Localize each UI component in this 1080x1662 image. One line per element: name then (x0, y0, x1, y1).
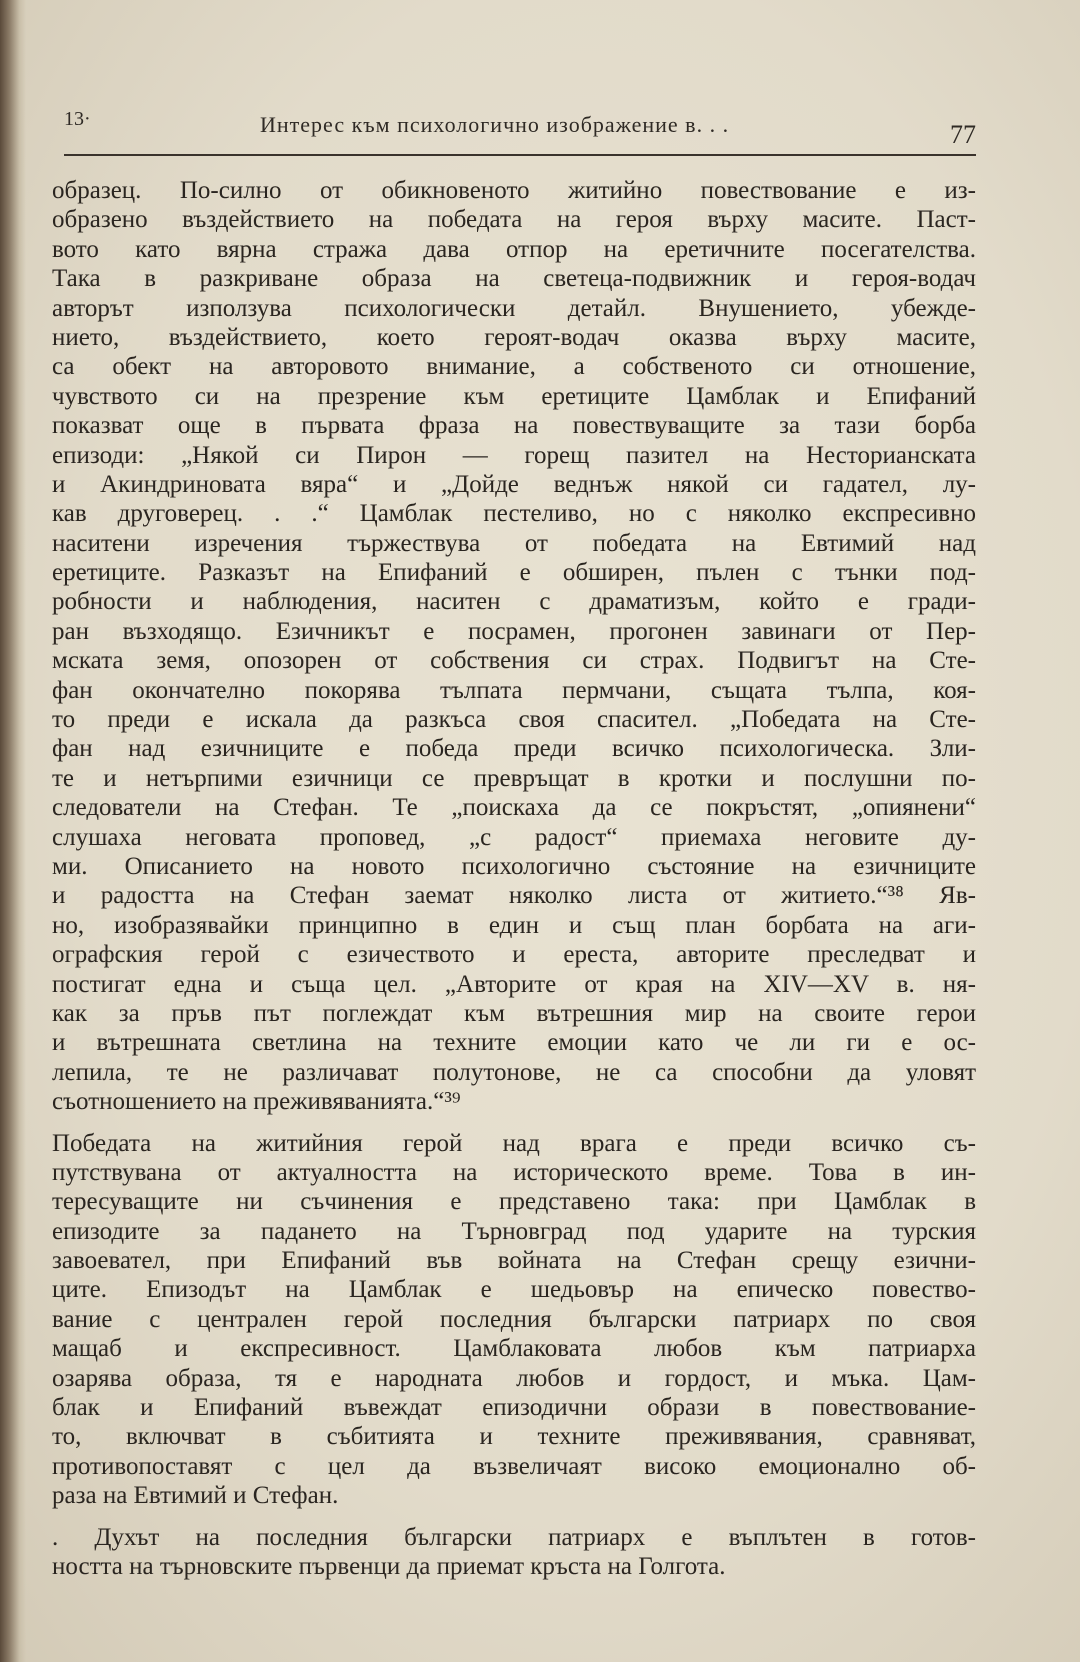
text-line: ографския герой с езичеството и ереста, авторите преследват и (52, 941, 976, 969)
text-line: авторът използува психологически детайл. Внушението, убежде- (52, 294, 976, 322)
text-line: и радостта на Стефан заемат няколко листа от житието.“³⁸ Яв- (52, 882, 976, 910)
text-line: путствувана от актуалността на историческото време. Това в ин- (52, 1158, 976, 1186)
header-rule (64, 154, 976, 156)
text-line: показват още в първата фраза на повествуващите за тази борба (52, 412, 976, 440)
text-line: мската земя, опозорен от собствения си страх. Подвигът на Сте- (52, 647, 976, 675)
text-line: фан окончателно покорява тълпата пермчани, същата тълпа, коя- (52, 676, 976, 704)
text-line: и Акиндриновата вяра“ и „Дойде веднъж някой си гадател, лу- (52, 470, 976, 498)
text-line: ран възходящо. Езичникът е посрамен, прогонен завинаги от Пер- (52, 617, 976, 645)
text-line: Победата на житийния герой над врага е преди всичко съ- (52, 1129, 976, 1157)
text-line: Така в разкриване образа на светеца-подвижник и героя-водач (52, 265, 976, 293)
page-header (64, 108, 976, 152)
text-line: робности и наблюдения, наситен с драматизъм, който е гради- (52, 588, 976, 616)
text-line: образено въздействието на победата на героя върху масите. Паст- (52, 206, 976, 234)
paragraph (52, 1523, 976, 1582)
text-line: . Духът на последния български патриарх е въплътен в готов- (52, 1523, 976, 1551)
running-title: Интерес към психологично изображение в. . . (260, 112, 730, 137)
binding-shadow (0, 0, 26, 1662)
text-line: завоевател, при Епифаний във войната на Стефан срещу езични- (52, 1247, 976, 1275)
text-line: блак и Епифаний въвеждат епизодични образи в повествование- (52, 1394, 976, 1422)
text-line: ците. Епизодът на Цамблак е шедьовър на епическо повество- (52, 1276, 976, 1304)
text-line: те и нетърпими езичници се превръщат в кротки и послушни по- (52, 764, 976, 792)
paragraph (52, 176, 976, 1117)
text-line: лепила, те не различават полутонове, не са способни да уловят (52, 1058, 976, 1086)
text-line: наситени изречения тържествува от победата на Евтимий над (52, 529, 976, 557)
text-line: то преди е искала да разкъса своя спасител. „Победата на Сте- (52, 706, 976, 734)
text-line: ми. Описанието на новото психологично състояние на езичниците (52, 852, 976, 880)
text-line: вото като вярна стража дава отпор на еретичните посегателства. (52, 235, 976, 263)
text-line: раза на Евтимий и Стефан. (52, 1482, 339, 1510)
text-line: тересуващите ни съчинения е представено така: при Цамблак в (52, 1188, 976, 1216)
text-line: нието, въздействието, което героят-водач оказва върху масите, (52, 323, 976, 351)
text-line: но, изобразявайки принципно в един и същ план борбата на аги- (52, 911, 976, 939)
text-line: мащаб и експресивност. Цамблаковата любов към патриарха (52, 1335, 976, 1363)
text-line: следователи на Стефан. Те „поискаха да се покръстят, „опиянени“ (52, 794, 976, 822)
text-line: слушаха неговата проповед, „с радост“ приемаха неговите ду- (52, 823, 976, 851)
paragraph-gap (52, 1511, 976, 1523)
text-line: образец. По-силно от обикновеното житийно повествование е из- (52, 177, 976, 204)
text-line: са обект на авторовото внимание, а собственото си отношение, (52, 353, 976, 381)
text-line: чувството си на презрение към еретиците Цамблак и Епифаний (52, 382, 976, 410)
text-line: вание с централен герой последния български патриарх по своя (52, 1305, 976, 1333)
text-line: озарява образа, тя е народната любов и гордост, и мъка. Цам- (52, 1364, 976, 1392)
text-line: епизодите за падането на Търновград под ударите на турския (52, 1217, 976, 1245)
text-line: ността на търновските първенци да приемат кръста на Голгота. (52, 1552, 726, 1580)
text-line: постигат една и съща цел. „Авторите от края на XIV—XV в. ня- (52, 970, 976, 998)
body-text (52, 176, 976, 1581)
text-line: съотношението на преживяванията.“³⁹ (52, 1088, 461, 1116)
text-line: епизоди: „Някой си Пирон — горещ пазител на Несторианската (52, 441, 976, 469)
text-line: еретиците. Разказът на Епифаний е обширен, пълен с тънки под- (52, 559, 976, 587)
signature-mark: 13· (64, 108, 91, 130)
text-line: как за пръв път поглеждат към вътрешния мир на своите герои (52, 999, 976, 1027)
page-number: 77 (950, 120, 976, 149)
text-line: то, включват в събитията и техните преживявания, сравняват, (52, 1423, 976, 1451)
text-line: кав друговерец. . .“ Цамблак пестеливо, но с няколко експресивно (52, 500, 976, 528)
paragraph (52, 1129, 976, 1511)
text-line: и вътрешната светлина на техните емоции като че ли ги е ос- (52, 1029, 976, 1057)
text-line: фан над езичниците е победа преди всичко психологическа. Зли- (52, 735, 976, 763)
text-line: противопоставят с цел да възвеличаят високо емоционално об- (52, 1452, 976, 1480)
paragraph-gap (52, 1117, 976, 1129)
